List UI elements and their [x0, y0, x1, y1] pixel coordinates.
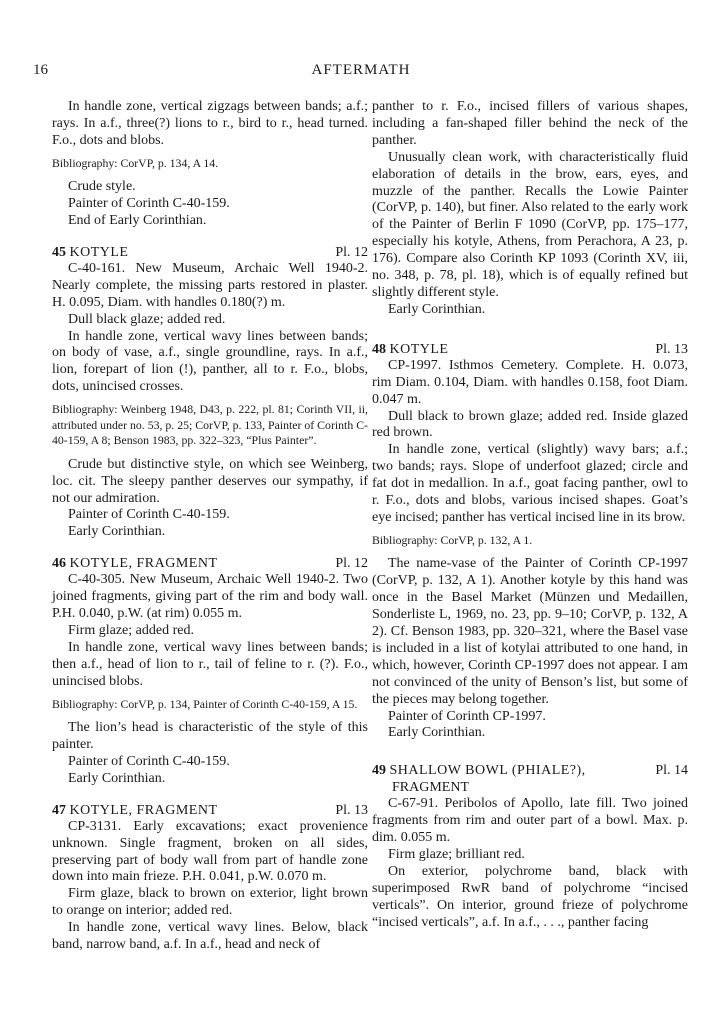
plate-ref: Pl. 12: [335, 244, 368, 260]
page-number: 16: [33, 62, 48, 78]
bibliography: Bibliography: CorVP, p. 134, Painter of Corinth C-40-159, A 15.: [52, 696, 358, 711]
bibliography: Bibliography: CorVP, p. 132, A 1.: [372, 532, 533, 547]
catalogue-heading: [372, 762, 688, 779]
entry-subtitle: FRAGMENT: [392, 780, 470, 796]
note: End of Early Corinthian.: [68, 213, 207, 229]
bibliography: Bibliography: CorVP, p. 134, A 14.: [52, 155, 219, 170]
catalogue-heading: [52, 244, 368, 261]
body-paragraph: In handle zone, vertical (slightly) wavy bars; a.f.; two bands; rays. Slope of underfoot glazed; circle and fat dot in medallion. In a.f., goat facing panther, owl to r. F.o., dots and blobs, various incised shapes. Goat’s eye incised; panther has vertical incised line in its brow.: [372, 442, 688, 525]
catalogue-heading: [372, 341, 688, 358]
note: Crude but distinctive style, on which see Weinberg, loc. cit. The sleepy panther deserves our sympathy, if not our admiration.: [52, 456, 368, 506]
plate-ref: Pl. 14: [655, 763, 688, 779]
body-paragraph: CP-1997. Isthmos Cemetery. Complete. H. 0.073, rim Diam. 0.104, Diam. with handles 0.158, foot Diam. 0.047 m.: [372, 357, 688, 407]
entry-number: 48: [372, 341, 386, 357]
body-paragraph: In handle zone, vertical wavy lines between bands; then a.f., head of lion to r., tail of feline to r. (?). F.o., unincised blobs.: [52, 639, 368, 689]
body-paragraph: Dull black to brown glaze; added red. Inside glazed red brown.: [372, 408, 688, 441]
body-paragraph: On exterior, polychrome band, black with superimposed RwR band of polychrome “incised verticals”. On interior, ground frieze of polychrome “incised verticals”, a.f. In a.f., . . ., panther facing: [372, 863, 688, 930]
body-paragraph: In handle zone, vertical zigzags between bands; a.f.; rays. In a.f., three(?) lions to r., bird to r., head turned. F.o., dots and blobs.: [52, 99, 368, 148]
entry-title: KOTYLE: [69, 244, 129, 260]
note: Crude style.: [68, 179, 136, 195]
entry-title: KOTYLE, FRAGMENT: [69, 802, 218, 818]
body-paragraph: In handle zone, vertical wavy lines. Below, black band, narrow band, a.f. In a.f., head and neck of: [52, 920, 368, 953]
plate-ref: Pl. 12: [335, 556, 368, 572]
body-paragraph: Unusually clean work, with characteristically fluid elaboration of details in the brow, ears, eyes, and muzzle of the panther. Recalls the Lowie Painter (CorVP, p. 140), but finer. Also related to the early work of the Painter of Berlin F 1090 (CorVP, pp. 175–177, especially his kotyle, Athens, from Perachora, A 23, p. 176). Compare also Corinth KP 1093 (Corinth XV, iii, no. 348, p. 78, pl. 18), which is of equally refined but slightly different style.: [372, 149, 688, 300]
body-paragraph: C-40-161. New Museum, Archaic Well 1940-2. Nearly complete, the missing parts restored in plaster. H. 0.095, Diam. with handles 0.180(?) m.: [52, 260, 368, 310]
note: Early Corinthian.: [68, 524, 166, 540]
entry-number: 46: [52, 556, 66, 572]
note: Painter of Corinth CP-1997.: [388, 708, 546, 724]
body-paragraph: C-40-305. New Museum, Archaic Well 1940-2. Two joined fragments, giving part of the rim and body wall. P.H. 0.040, p.W. (at rim) 0.055 m.: [52, 572, 368, 622]
body-paragraph: Dull black glaze; added red.: [68, 311, 226, 327]
note: Painter of Corinth C-40-159.: [68, 507, 230, 523]
entry-number: 45: [52, 244, 66, 260]
note: The name-vase of the Painter of Corinth CP-1997 (CorVP, p. 132, A 1). Another kotyle by this hand was once in the Basel Market (Münzen und Medaillen, Sonderliste L, 1969, no. 23, pp. 9–10; CorVP, p. 132, A 2). Cf. Benson 1983, pp. 320–321, where the Basel vase is included in a list of kotylai attributed to one hand, in which, however, Corinth CP-1997 does not appear. I am not convinced of the unity of Benson’s list, but some of the pieces may belong together.: [372, 556, 688, 707]
entry-title: KOTYLE, FRAGMENT: [69, 556, 218, 572]
running-head: AFTERMATH: [311, 62, 411, 78]
note: The lion’s head is characteristic of the style of this painter.: [52, 720, 368, 752]
note: Early Corinthian.: [388, 725, 486, 741]
body-paragraph: In handle zone, vertical wavy lines between bands; on body of vase, a.f., single groundline, rays. In a.f., lion, forepart of lion (!), panther, all to r. F.o., blobs, dots, unincised crosses.: [52, 328, 368, 395]
entry-title: KOTYLE: [389, 341, 449, 357]
right-column: [372, 99, 688, 932]
entry-number: 47: [52, 802, 66, 818]
note: Early Corinthian.: [388, 301, 486, 317]
note: Early Corinthian.: [68, 770, 166, 786]
bibliography: Bibliography: Weinberg 1948, D43, p. 222, pl. 81; Corinth VII, ii, attributed under no. 53, p. 25; CorVP, p. 133, Painter of Corinth C-40-159, A 8; Benson 1983, pp. 322–323, “Plus Painter”.: [52, 402, 368, 448]
entry-number: 49: [372, 763, 386, 779]
plate-ref: Pl. 13: [335, 802, 368, 818]
left-column: [52, 99, 368, 954]
note: Painter of Corinth C-40-159.: [68, 196, 230, 212]
body-paragraph: Firm glaze; added red.: [68, 622, 194, 638]
catalogue-heading: [52, 802, 368, 819]
body-paragraph: panther to r. F.o., incised fillers of various shapes, including a fan-shaped filler behind the neck of the panther.: [372, 99, 688, 148]
body-paragraph: CP-3131. Early excavations; exact provenience unknown. Single fragment, broken on all sides, preserving part of body wall from part of handle zone down into main frieze. P.H. 0.041, p.W. 0.070 m.: [52, 818, 368, 885]
body-paragraph: Firm glaze; brilliant red.: [388, 847, 525, 863]
body-paragraph: Firm glaze, black to brown on exterior, light brown to orange on interior; added red.: [52, 886, 368, 919]
entry-title: SHALLOW BOWL (PHIALE?),: [389, 763, 586, 779]
note: Painter of Corinth C-40-159.: [68, 753, 230, 769]
catalogue-heading: [52, 555, 368, 572]
body-paragraph: C-67-91. Peribolos of Apollo, late fill. Two joined fragments from rim and outer part of a bowl. Max. p. dim. 0.055 m.: [372, 796, 688, 846]
plate-ref: Pl. 13: [655, 341, 688, 357]
